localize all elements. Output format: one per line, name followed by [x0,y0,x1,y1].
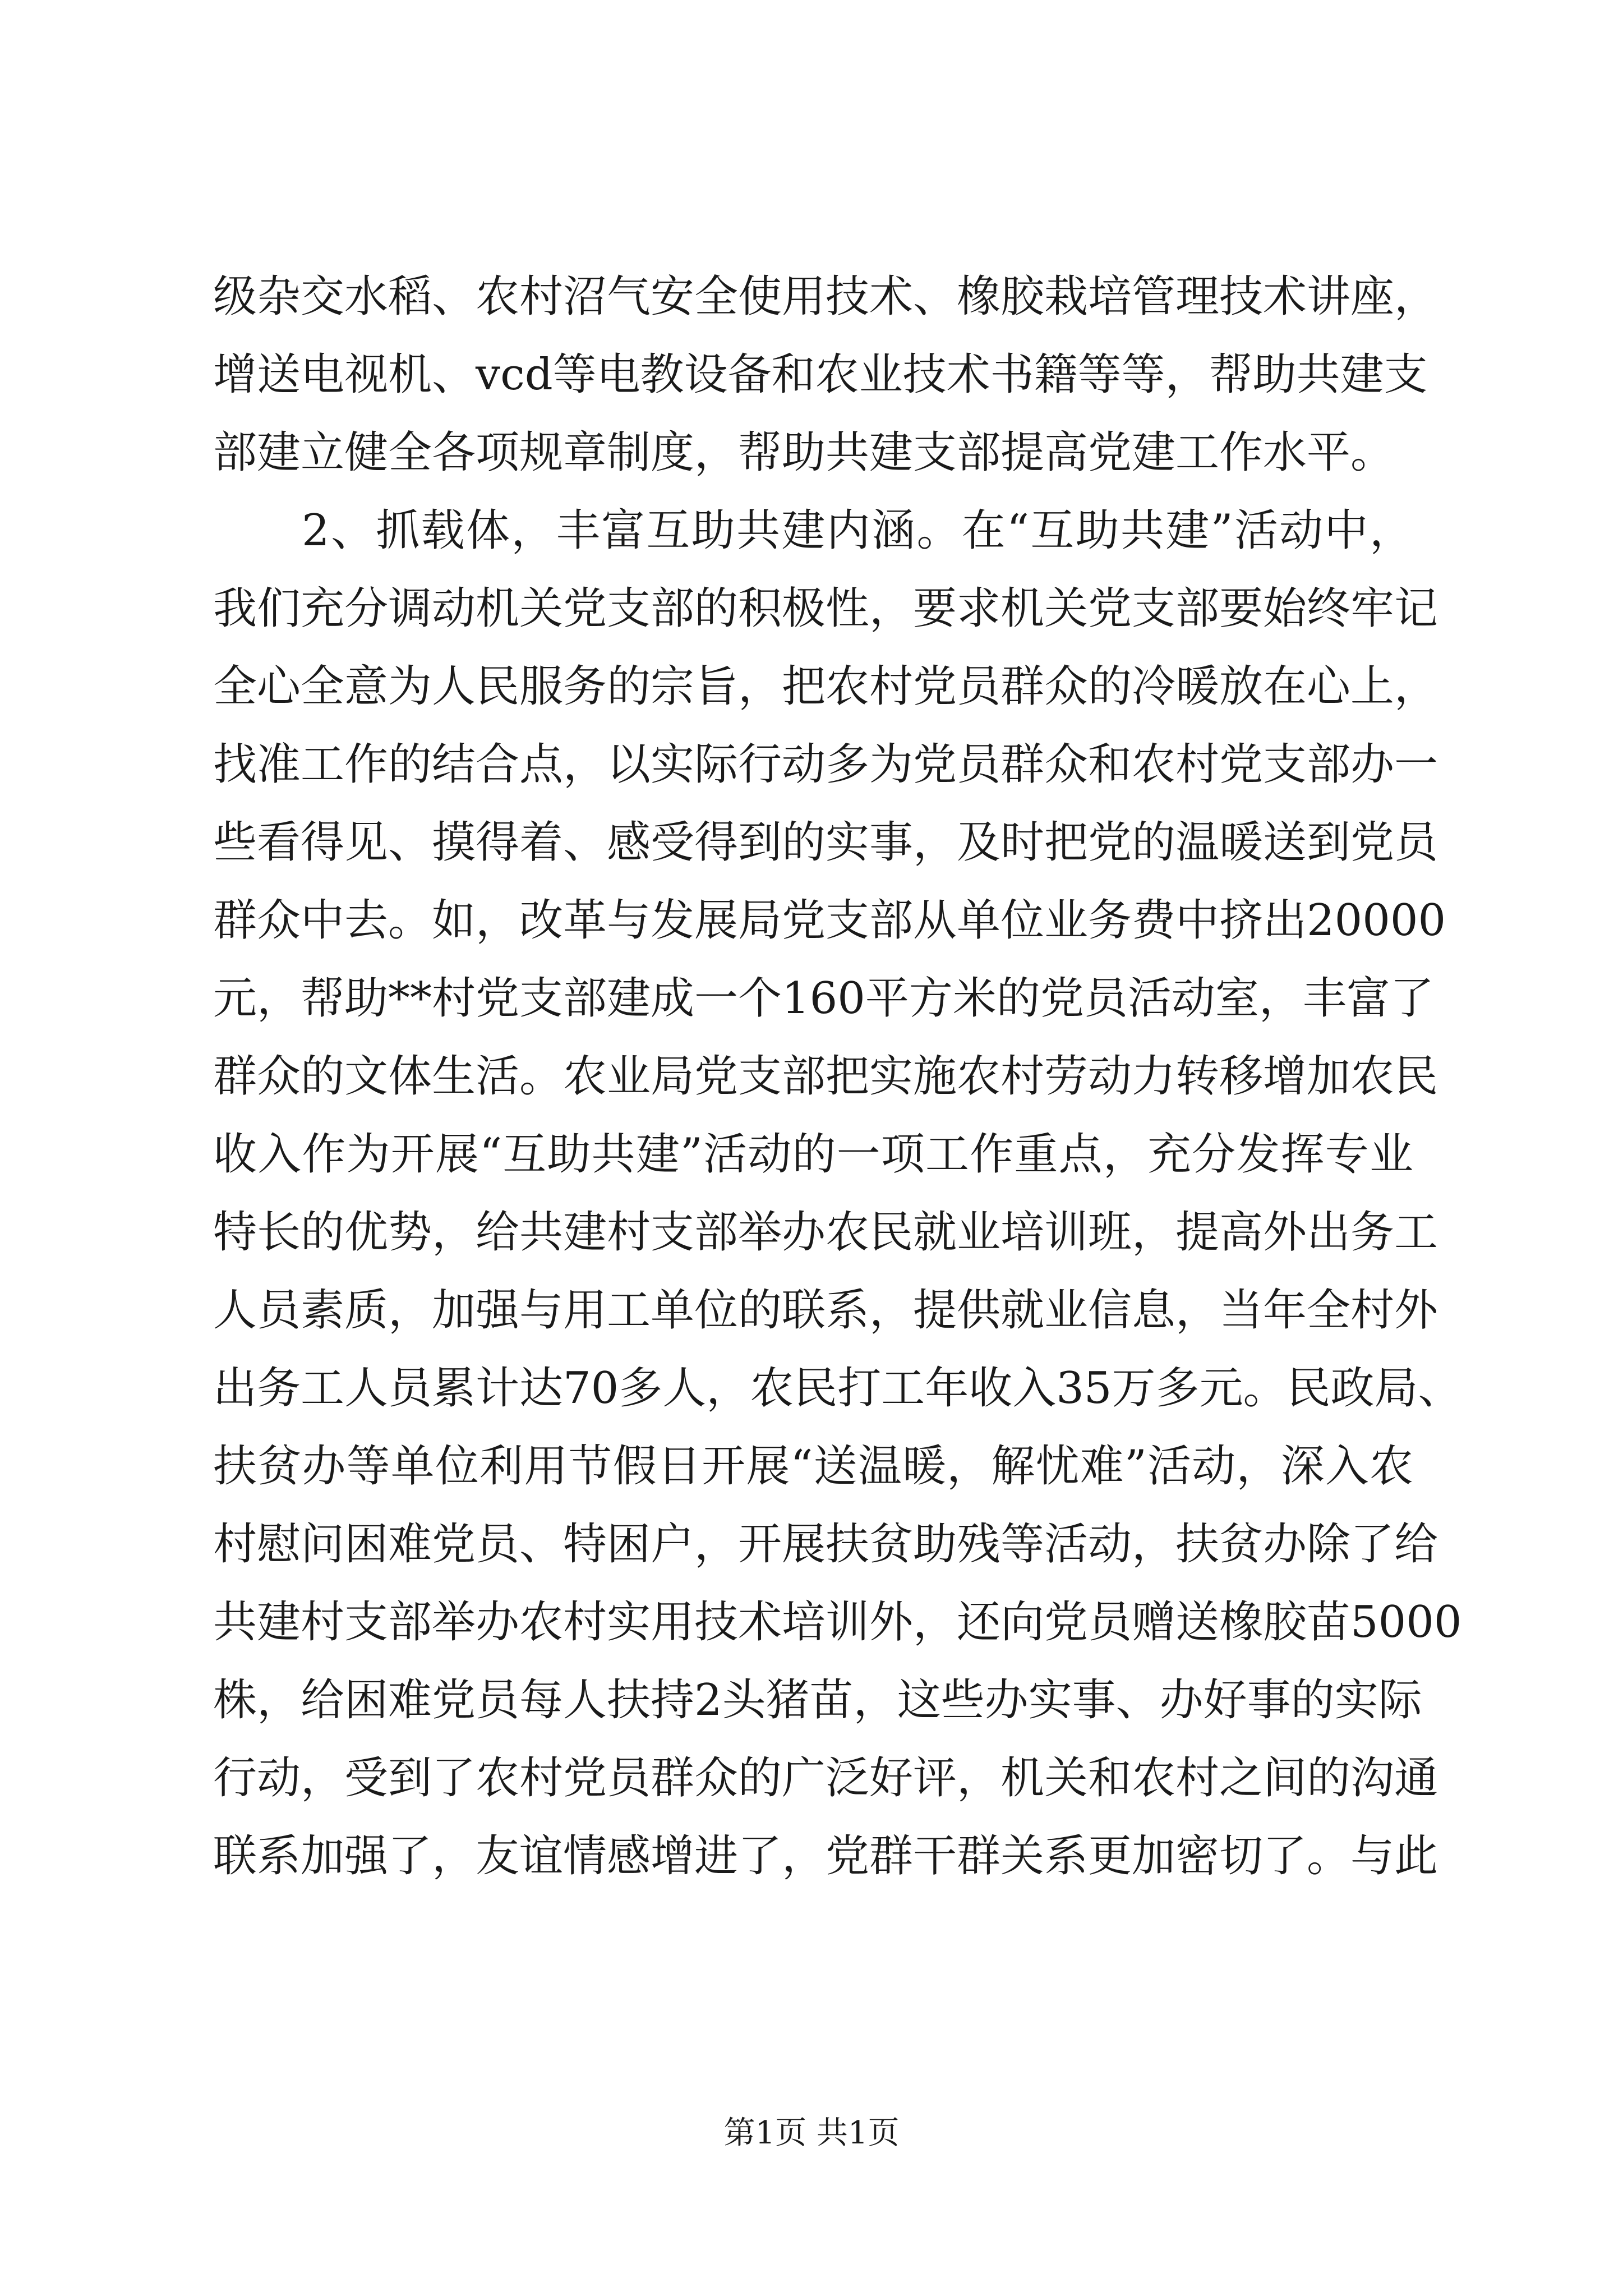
text-line: 收入作为开展“互助共建”活动的一项工作重点，充分发挥专业 [213,1129,1413,1180]
text-line: 些看得见、摸得着、感受得到的实事，及时把党的温暖送到党员 [213,817,1438,868]
text-line: 共建村支部举办农村实用技术培训外，还向党员赠送橡胶苗5000 [213,1597,1462,1648]
text-line: 出务工人员累计达70多人，农民打工年收入35万多元。民政局、 [213,1363,1462,1414]
body-text [213,258,1462,1895]
text-line: 联系加强了，友谊情感增进了，党群干群关系更加密切了。与此 [213,1831,1438,1881]
page-footer: 第1页 共1页 [723,2115,900,2151]
text-line: 特长的优势，给共建村支部举办农民就业培训班，提高外出务工 [213,1207,1438,1258]
text-line: 找准工作的结合点，以实际行动多为党员群众和农村党支部办一 [213,739,1438,790]
text-line: 人员素质，加强与用工单位的联系，提供就业信息，当年全村外 [213,1285,1438,1336]
text-line: 我们充分调动机关党支部的积极性，要求机关党支部要始终牢记 [213,583,1438,634]
text-line: 村慰问困难党员、特困户，开展扶贫助残等活动，扶贫办除了给 [213,1519,1438,1570]
text-line: 株，给困难党员每人扶持2头猪苗，这些办实事、办好事的实际 [213,1675,1422,1726]
text-line: 部建立健全各项规章制度，帮助共建支部提高党建工作水平。 [213,427,1395,478]
text-line: 全心全意为人民服务的宗旨，把农村党员群众的冷暖放在心上， [213,661,1438,712]
text-line: 群众的文体生活。农业局党支部把实施农村劳动力转移增加农民 [213,1051,1438,1102]
text-line: 元，帮助**村党支部建成一个160平方米的党员活动室，丰富了 [213,973,1434,1024]
text-line: 行动，受到了农村党员群众的广泛好评，机关和农村之间的沟通 [213,1753,1438,1803]
text-line: 群众中去。如，改革与发展局党支部从单位业务费中挤出20000 [213,895,1446,946]
paragraph-first-line: 2、抓载体，丰富互助共建内涵。在“互助共建”活动中， [302,505,1413,556]
text-line: 级杂交水稻、农村沼气安全使用技术、橡胶栽培管理技术讲座， [213,272,1438,322]
text-line: 扶贫办等单位利用节假日开展“送温暖，解忧难”活动，深入农 [213,1441,1413,1492]
text-line: 增送电视机、vcd等电教设备和农业技术书籍等等，帮助共建支 [213,349,1428,400]
